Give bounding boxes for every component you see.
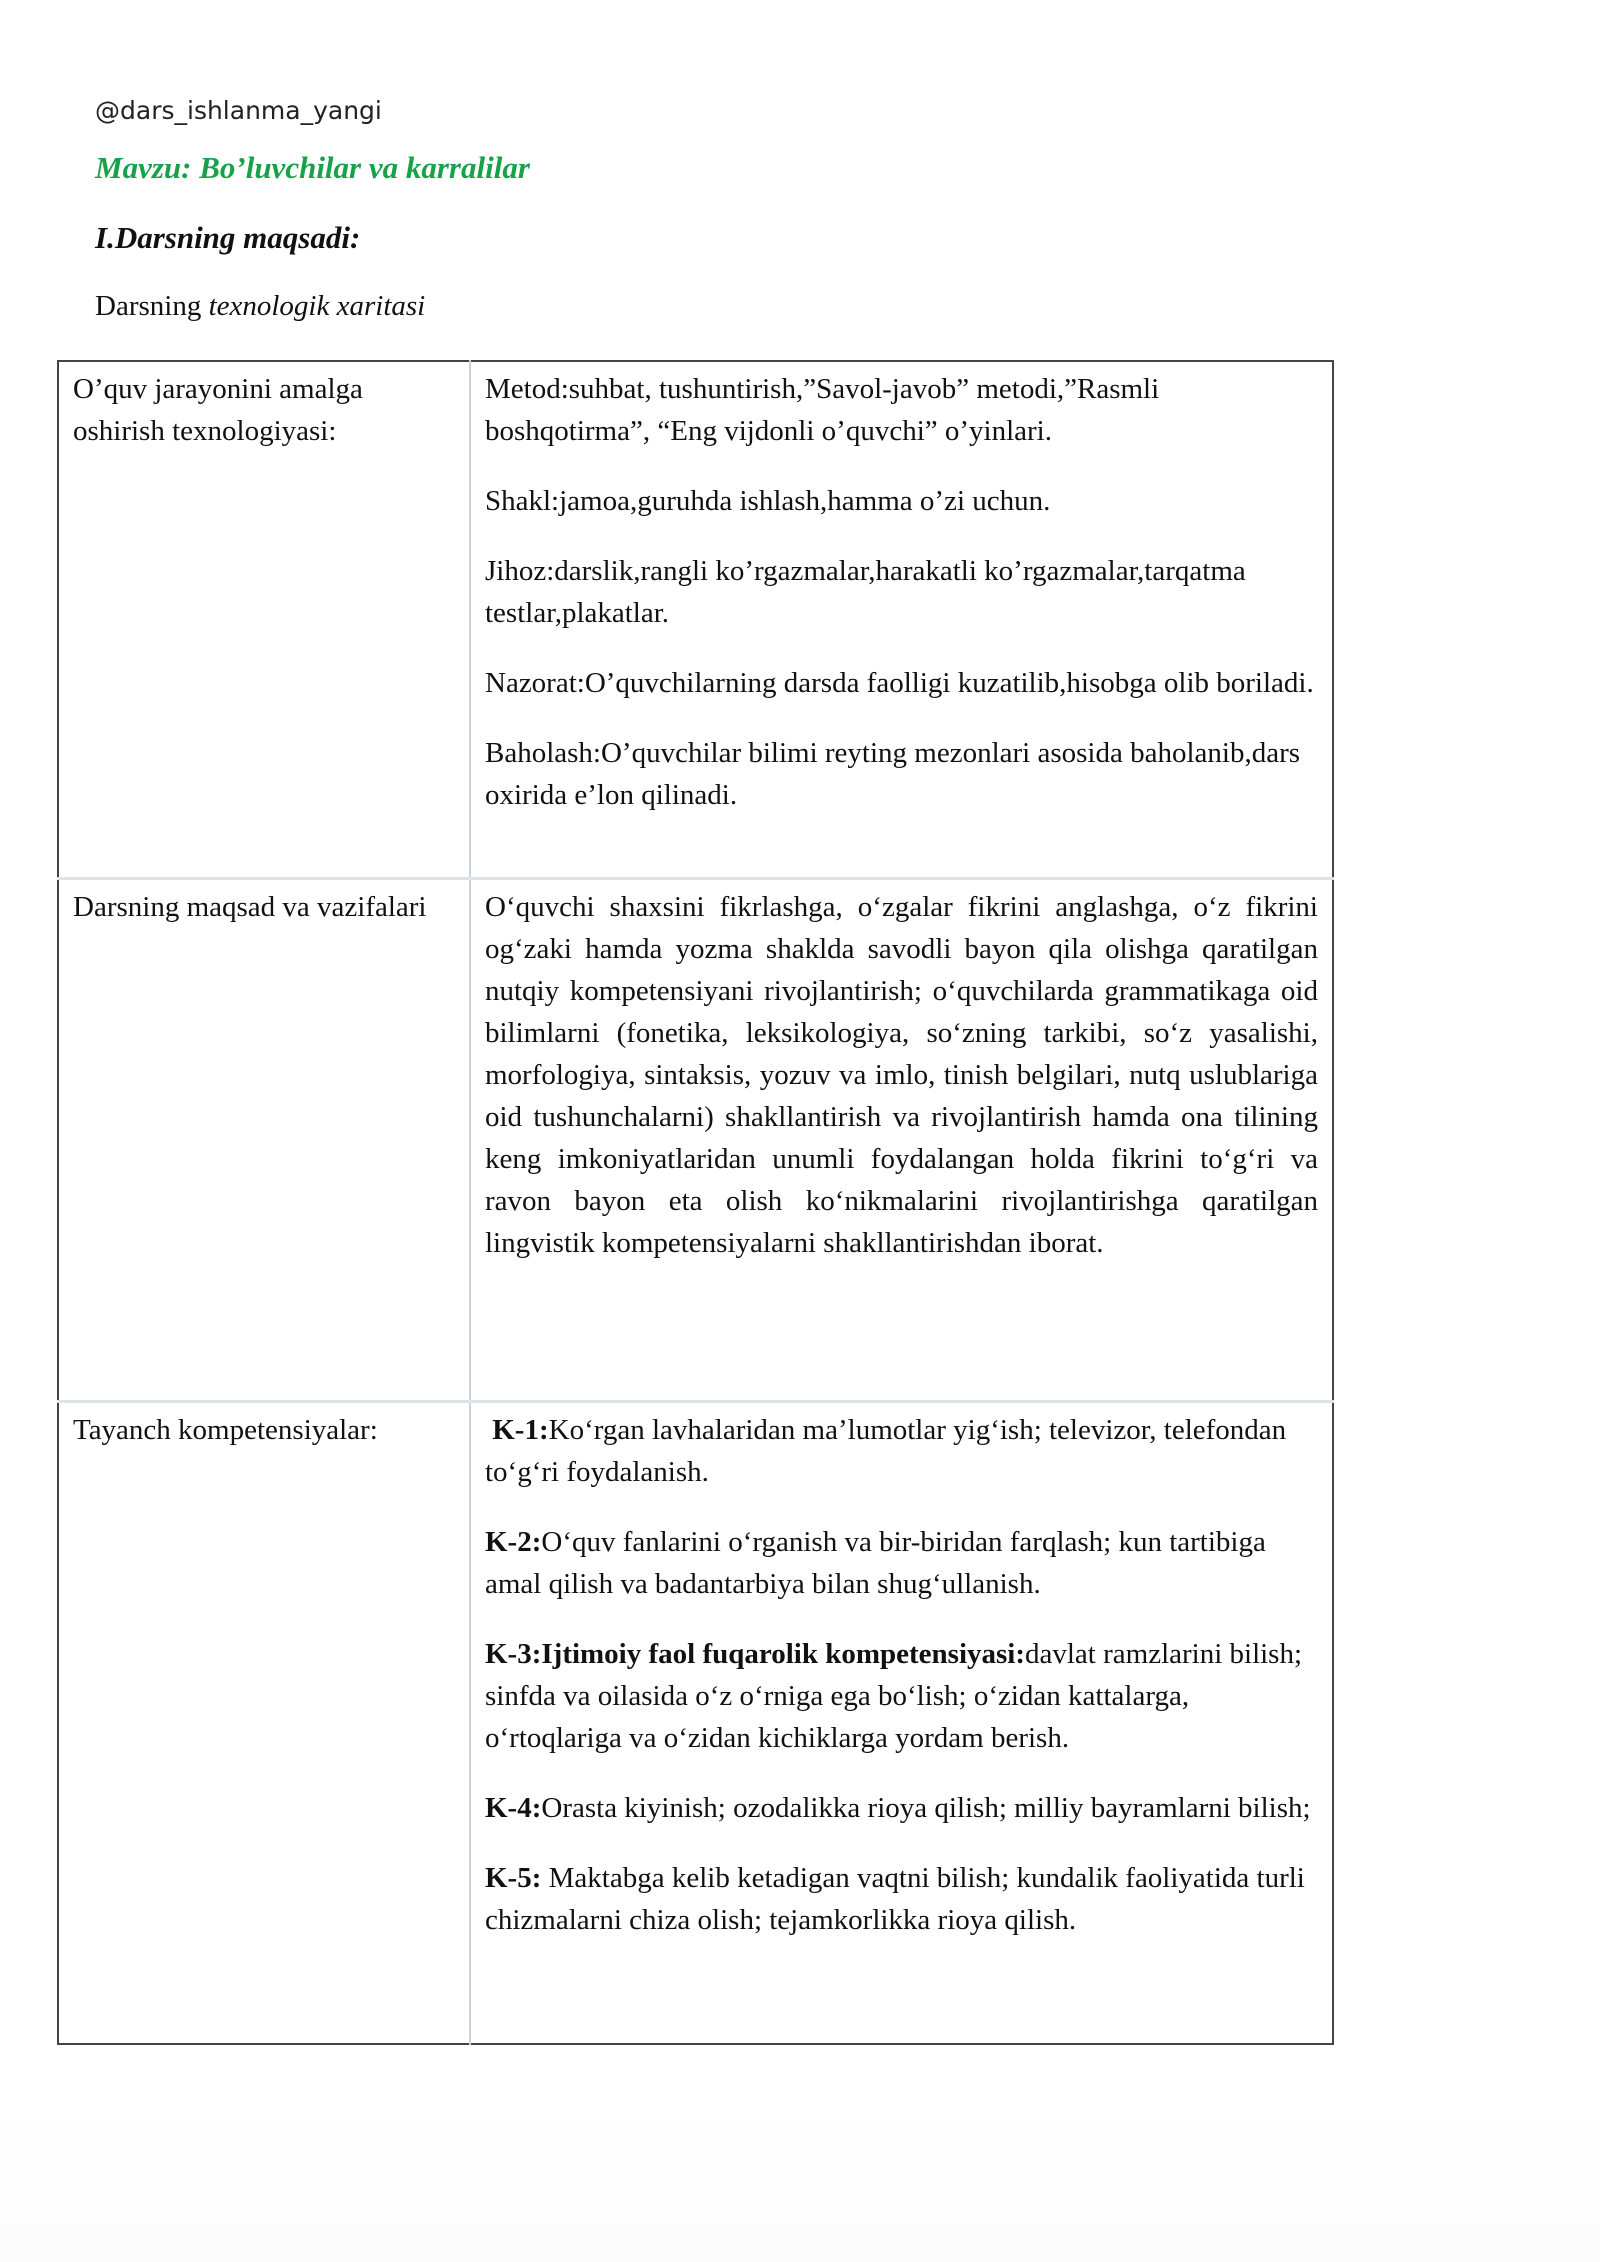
row-label-cell: [58, 879, 470, 1402]
table-row: [58, 879, 1333, 1402]
row-label-cell: [58, 361, 470, 879]
competence-k5: K-5: Maktabga kelib ketadigan vaqtni bilish; kundalik faoliyatida turli chizmalarni chiza olish; tejamkorlikka rioya qilish.: [485, 1862, 1305, 1936]
row-label: O’quv jarayonini amalga oshirish texnologiyasi:: [73, 373, 363, 447]
form-text: Shakl:jamoa,guruhda ishlash,hamma o’zi uchun.: [485, 485, 1051, 517]
equipment-text: Jihoz:darslik,rangli ko’rgazmalar,harakatli ko’rgazmalar,tarqatma testlar,plakatlar.: [485, 555, 1246, 629]
row-label-cell: [58, 1402, 470, 2045]
row-content-cell: [470, 879, 1333, 1402]
assessment-text: Baholash:O’quvchilar bilimi reyting mezonlari asosida baholanib,dars oxirida e’lon qilinadi.: [485, 737, 1301, 811]
technology-map-table: [57, 360, 1334, 2045]
map-title: [95, 290, 425, 323]
row-content-cell: [470, 1402, 1333, 2045]
competence-k4: K-4:Orasta kiyinish; ozodalikka rioya qilish; milliy bayramlarni bilish;: [485, 1792, 1311, 1824]
table-row: [58, 1402, 1333, 2045]
row-label: Tayanch kompetensiyalar:: [73, 1414, 378, 1446]
lesson-topic: Mavzu: Bo’luvchilar va karralilar: [95, 150, 530, 185]
channel-handle: @dars_ishlanma_yangi: [95, 96, 382, 125]
map-title-italic: texnologik xaritasi: [208, 290, 426, 322]
competence-k3: K-3:Ijtimoiy faol fuqarolik kompetensiyasi:davlat ramzlarini bilish; sinfda va oilasida o‘z o‘rniga ega bo‘lish; o‘zidan kattalarga, o‘rtoqlariga va o‘zidan kichiklarga yordam berish.: [485, 1638, 1303, 1754]
goal-heading: I.Darsning maqsadi:: [95, 220, 361, 255]
map-title-prefix: Darsning: [95, 290, 202, 322]
goals-text: O‘quvchi shaxsini fikrlashga, o‘zgalar fikrini anglashga, o‘z fikrini og‘zaki hamda yozma shaklda savodli bayon qila olishga qaratilgan nutqiy kompetensiyani rivojlantirish; o‘quvchilarda grammatikaga oid bilimlarni (fonetika, leksikologiya, so‘zning tarkibi, so‘z yasalishi, morfologiya, sintaksis, yozuv va imlo, tinish belgilari, nutq uslublariga oid tushunchalarni) shakllantirish va rivojlantirish hamda ona tilining keng imkoniyatlaridan unumli foydalangan holda fikrini to‘g‘ri va ravon bayon eta olish ko‘nikmalarini rivojlantirishga qaratilgan lingvistik kompetensiyalarni shakllantirishdan iborat.: [485, 891, 1318, 1259]
competence-k2: K-2:O‘quv fanlarini o‘rganish va bir-biridan farqlash; kun tartibiga amal qilish va badantarbiya bilan shug‘ullanish.: [485, 1526, 1266, 1600]
table-row: [58, 361, 1333, 879]
method-text: Metod:suhbat, tushuntirish,”Savol-javob” metodi,”Rasmli boshqotirma”, “Eng vijdonli o’quvchi” o’yinlari.: [485, 373, 1160, 447]
row-content-cell: [470, 361, 1333, 879]
row-label: Darsning maqsad va vazifalari: [73, 891, 427, 923]
competence-k1: K-1:Ko‘rgan lavhalaridan ma’lumotlar yig‘ish; televizor, telefondan to‘g‘ri foydalanish.: [485, 1414, 1287, 1488]
control-text: Nazorat:O’quvchilarning darsda faolligi kuzatilib,hisobga olib boriladi.: [485, 667, 1314, 699]
page-bottom: [0, 2100, 1600, 2262]
